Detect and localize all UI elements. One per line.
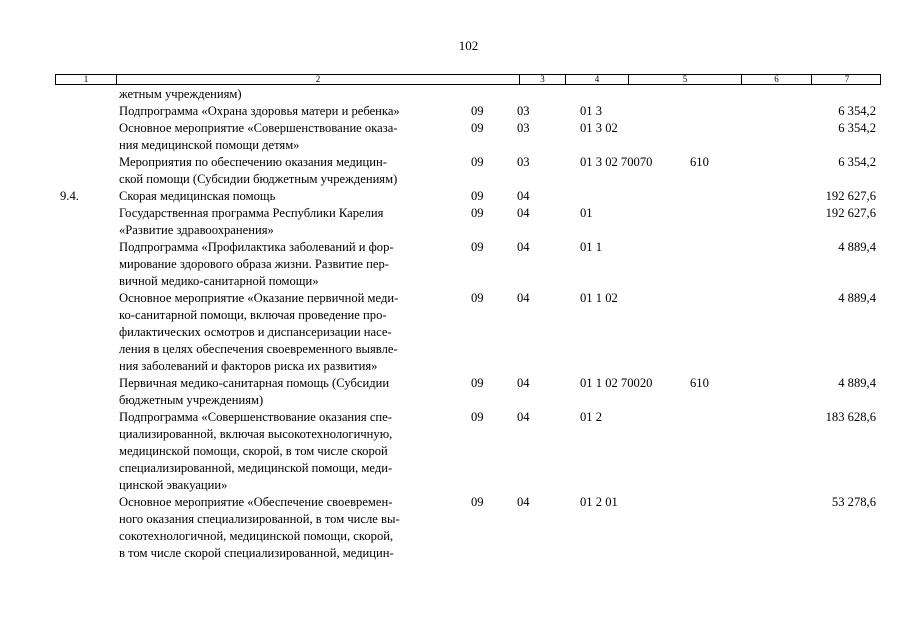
row-name-line: ного оказания специализированной, в том числе вы- [119,512,400,526]
row-name-line: ния заболеваний и факторов риска их развития» [119,359,378,373]
row-name-line: бюджетным учреждениям) [119,393,264,407]
row-subsection-code: 04 [517,206,530,220]
row-target-article-code: 01 1 02 70020 [580,376,653,390]
row-target-article-code: 01 [580,206,593,220]
header-col-3: 3 [520,75,566,84]
table-row [0,188,905,205]
row-name [119,375,459,409]
row-target-article-code: 01 3 02 70070 [580,155,653,169]
row-name [119,154,459,188]
row-section-code: 09 [471,410,484,424]
row-name-line: ской помощи (Субсидии бюджетным учреждениям) [119,172,398,186]
row-section-code: 09 [471,189,484,203]
table-body [0,86,905,562]
row-name-line: Основное мероприятие «Обеспечение своевремен- [119,495,393,509]
row-section-code: 09 [471,495,484,509]
row-name [119,103,459,120]
row-name [119,409,459,494]
table-row [0,409,905,494]
row-section-code: 09 [471,121,484,135]
row-subsection-code: 03 [517,104,530,118]
row-name-line: цинской эвакуации» [119,478,228,492]
row-amount: 4 889,4 [838,291,876,305]
row-target-article-code: 01 2 01 [580,495,618,509]
row-name-line: Основное мероприятие «Совершенствование оказа- [119,121,398,135]
row-name-line: ко-санитарной помощи, включая проведение про- [119,308,387,322]
row-subsection-code: 04 [517,376,530,390]
row-name-line: мирование здорового образа жизни. Развитие пер- [119,257,389,271]
row-name-line: Подпрограмма «Совершенствование оказания спе- [119,410,392,424]
row-name-line: «Развитие здравоохранения» [119,223,274,237]
row-name-line: филактических осмотров и диспансеризации насе- [119,325,392,339]
row-name [119,290,459,375]
table-row [0,239,905,290]
row-name [119,205,459,239]
row-subsection-code: 04 [517,189,530,203]
header-col-6: 6 [742,75,812,84]
row-section-code: 09 [471,155,484,169]
row-name [119,239,459,290]
page-number: 102 [458,38,479,53]
row-section-code: 09 [471,104,484,118]
row-target-article-code: 01 3 02 [580,121,618,135]
row-name [119,494,459,562]
table-header-row [55,74,881,85]
row-amount: 53 278,6 [831,495,876,509]
row-subsection-code: 04 [517,495,530,509]
row-amount: 6 354,2 [838,104,876,118]
row-section-code: 09 [471,376,484,390]
header-col-7: 7 [844,74,850,84]
row-name-line: Подпрограмма «Охрана здоровья матери и ребенка» [119,104,400,118]
table-row [0,86,905,103]
row-target-article-code: 01 2 [580,410,603,424]
table-row [0,494,905,562]
row-name-line: вичной медико-санитарной помощи» [119,274,319,288]
table-row [0,103,905,120]
table-row [0,375,905,409]
row-name-line: циализированной, включая высокотехнологичную, [119,427,393,441]
row-subsection-code: 03 [517,121,530,135]
row-subsection-code: 04 [517,291,530,305]
row-amount: 6 354,2 [838,121,876,135]
row-amount: 183 628,6 [825,410,876,424]
row-name-line: ления в целях обеспечения своевременного выявле- [119,342,398,356]
row-amount: 4 889,4 [838,240,876,254]
row-name-line: ния медицинской помощи детям» [119,138,300,152]
row-name-line: сокотехнологичной, медицинской помощи, скорой, [119,529,394,543]
row-name [119,120,459,154]
row-amount: 192 627,6 [825,189,876,203]
row-name-line: медицинской помощи, скорой, в том числе скорой [119,444,388,458]
row-name-line: Скорая медицинская помощь [119,189,276,203]
row-target-article-code: 01 1 [580,240,603,254]
row-section-code: 09 [471,291,484,305]
row-section-code: 09 [471,240,484,254]
table-row [0,120,905,154]
table-row [0,154,905,188]
row-subsection-code: 04 [517,410,530,424]
row-name [119,188,459,205]
row-name-line: специализированной, медицинской помощи, меди- [119,461,393,475]
row-name [119,86,459,103]
header-col-2: 2 [117,75,520,84]
row-name-line: Первичная медико-санитарная помощь (Субсидии [119,376,390,390]
row-subsection-code: 03 [517,155,530,169]
row-expense-type-code: 610 [690,155,709,169]
header-col-5: 5 [629,75,742,84]
row-name-line: в том числе скорой специализированной, медицин- [119,546,394,560]
row-number: 9.4. [60,189,79,203]
table-row [0,205,905,239]
table-row [0,290,905,375]
header-col-4: 4 [566,75,629,84]
row-section-code: 09 [471,206,484,220]
row-amount: 4 889,4 [838,376,876,390]
row-target-article-code: 01 1 02 [580,291,618,305]
row-subsection-code: 04 [517,240,530,254]
row-name-line: Мероприятия по обеспечению оказания медицин- [119,155,387,169]
header-col-1: 1 [56,75,117,84]
row-expense-type-code: 610 [690,376,709,390]
row-amount: 6 354,2 [838,155,876,169]
row-target-article-code: 01 3 [580,104,603,118]
row-amount: 192 627,6 [825,206,876,220]
row-name-line: Государственная программа Республики Карелия [119,206,384,220]
row-name-line: Основное мероприятие «Оказание первичной меди- [119,291,399,305]
row-name-line: жетным учреждениям) [119,87,242,101]
row-name-line: Подпрограмма «Профилактика заболеваний и фор- [119,240,394,254]
